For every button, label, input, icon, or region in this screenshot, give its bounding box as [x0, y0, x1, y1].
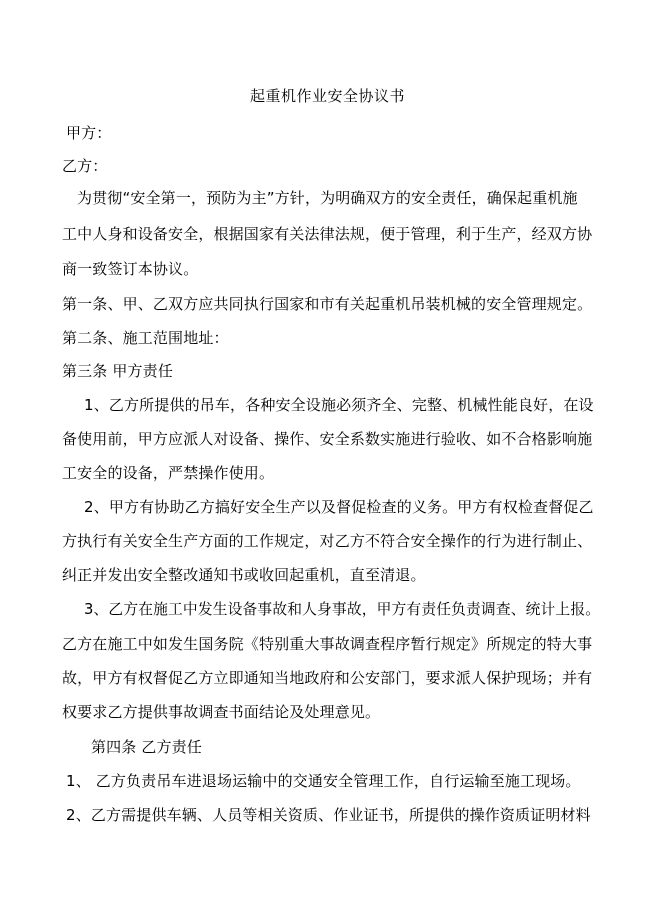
preamble-line: 工中人身和设备安全，根据国家有关法律法规，便于管理，利于生产，经双方协	[62, 225, 593, 243]
preamble-line: 为贯彻“安全第一，预防为主”方针，为明确双方的安全责任，确保起重机施	[77, 189, 578, 207]
article-3-item-3-line: 3、乙方在施工中发生设备事故和人身事故，甲方有责任负责调查、统计上报。	[84, 601, 601, 618]
article-1: 第一条、甲、乙双方应共同执行国家和市有关起重机吊装机械的安全管理规定。	[62, 295, 593, 313]
article-3-item-1-line: 1、乙方所提供的吊车，各种安全设施必须齐全、完整、机械性能良好，在设	[84, 396, 594, 414]
article-4-item-2: 2、乙方需提供车辆、人员等相关资质、作业证书，所提供的操作资质证明材料	[66, 806, 591, 824]
article-3-item-2-line: 方执行有关安全生产方面的工作规定，对乙方不符合安全操作的行为进行制止、	[62, 532, 593, 550]
article-3-heading: 第三条 甲方责任	[62, 362, 173, 380]
article-3-item-1-line: 备使用前，甲方应派人对设备、操作、安全系数实施进行验收、如不合格影响施	[62, 430, 593, 448]
article-3-item-3-line: 故，甲方有权督促乙方立即通知当地政府和公安部门，要求派人保护现场；并有	[62, 669, 593, 687]
article-3-item-2-line: 纠正并发出安全整改通知书或收回起重机，直至清退。	[62, 566, 426, 584]
article-3-item-3-line: 乙方在施工中如发生国务院《特别重大事故调查程序暂行规定》所规定的特大事	[62, 635, 593, 653]
article-4-heading: 第四条 乙方责任	[91, 738, 202, 756]
party-a-label: 甲方：	[66, 124, 112, 142]
article-4-item-1: 1、 乙方负责吊车进退场运输中的交通安全管理工作，自行运输至施工现场。	[66, 772, 581, 790]
article-3-item-2-line: 2、甲方有协助乙方搞好安全生产以及督促检查的义务。甲方有权检查督促乙	[84, 498, 594, 516]
preamble-line: 商一致签订本协议。	[62, 260, 199, 278]
article-3-item-1-line: 工安全的设备，严禁操作使用。	[62, 464, 275, 482]
party-b-label: 乙方：	[62, 157, 108, 175]
article-3-item-3-line: 权要求乙方提供事故调查书面结论及处理意见。	[62, 703, 381, 721]
document-title: 起重机作业安全协议书	[250, 87, 406, 105]
article-2: 第二条、施工范围地址：	[62, 329, 229, 347]
